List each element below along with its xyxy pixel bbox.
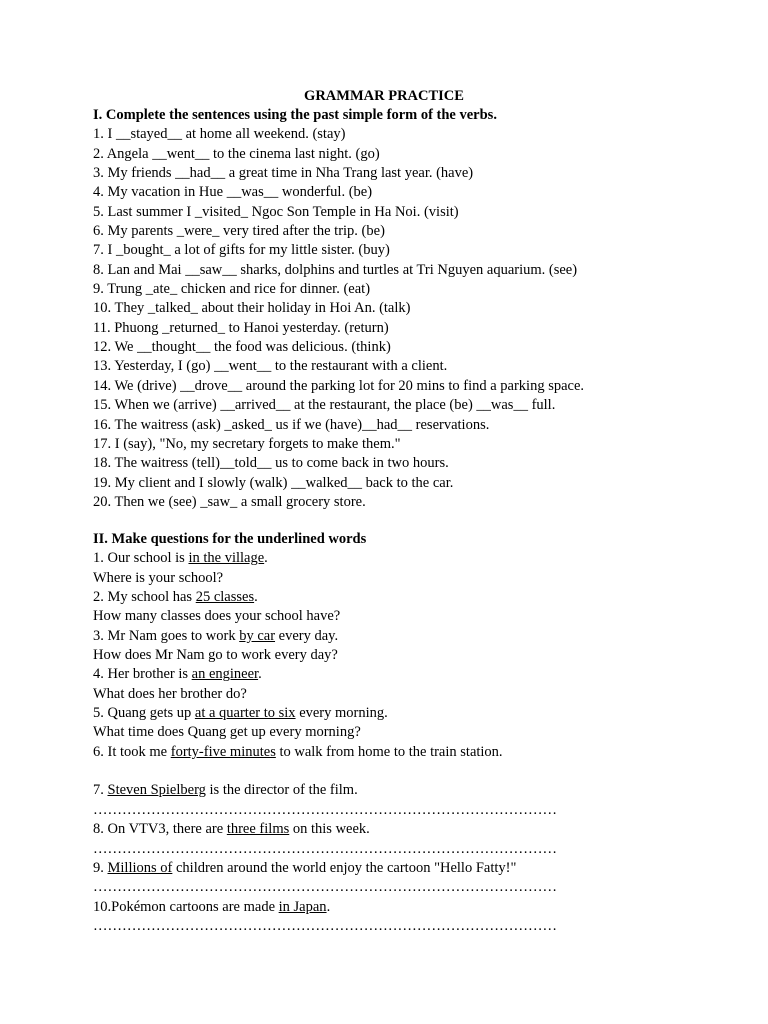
question-6: 6. It took me forty-five minutes to walk from home to the train station.	[93, 743, 503, 760]
answer-line: ……………………………………………………………………………………	[93, 879, 557, 896]
answer-line: ……………………………………………………………………………………	[93, 840, 557, 857]
underlined-phrase: at a quarter to six	[194, 705, 296, 722]
exercise-item: 2. Angela __went__ to the cinema last night. (go)	[93, 145, 380, 162]
answer-2: How many classes does your school have?	[93, 608, 341, 625]
underlined-phrase: by car	[239, 627, 276, 644]
underlined-phrase: 25 classes	[195, 589, 255, 606]
underlined-phrase: an engineer	[191, 666, 259, 683]
exercise-item: 9. Trung _ate_ chicken and rice for dinner. (eat)	[93, 281, 371, 298]
exercise-item: 17. I (say), "No, my secretary forgets to make them."	[93, 435, 401, 452]
page-title: GRAMMAR PRACTICE	[304, 88, 464, 104]
underlined-phrase: forty-five minutes	[170, 743, 276, 760]
answer-3: How does Mr Nam go to work every day?	[93, 647, 338, 664]
question-3: 3. Mr Nam goes to work by car every day.	[93, 627, 339, 644]
exercise-item: 13. Yesterday, I (go) __went__ to the restaurant with a client.	[93, 358, 448, 375]
exercise-item: 1. I __stayed__ at home all weekend. (stay)	[93, 126, 346, 143]
question-7: 7. Steven Spielberg is the director of the film.	[93, 782, 358, 799]
exercise-item: 7. I _bought_ a lot of gifts for my little sister. (buy)	[93, 242, 390, 259]
answer-line: ……………………………………………………………………………………	[93, 917, 557, 934]
question-9: 9. Millions of children around the world enjoy the cartoon "Hello Fatty!"	[93, 859, 517, 876]
section-1-heading: I. Complete the sentences using the past simple form of the verbs.	[93, 107, 497, 123]
answer-5: What time does Quang get up every morning?	[93, 724, 361, 741]
exercise-item: 20. Then we (see) _saw_ a small grocery store.	[93, 493, 366, 510]
underlined-phrase: in the village	[188, 550, 265, 567]
exercise-item: 18. The waitress (tell)__told__ us to come back in two hours.	[93, 455, 449, 472]
exercise-item: 11. Phuong _returned_ to Hanoi yesterday. (return)	[93, 319, 389, 336]
exercise-item: 15. When we (arrive) __arrived__ at the restaurant, the place (be) __was__ full.	[93, 397, 556, 414]
underlined-phrase: in Japan	[278, 898, 327, 915]
section-2-heading: II. Make questions for the underlined words	[93, 531, 367, 547]
exercise-item: 16. The waitress (ask) _asked_ us if we (have)__had__ reservations.	[93, 416, 490, 433]
underlined-phrase: three films	[226, 821, 290, 838]
question-5: 5. Quang gets up at a quarter to six every morning.	[93, 705, 388, 722]
exercise-item: 3. My friends __had__ a great time in Nha Trang last year. (have)	[93, 165, 474, 182]
question-8: 8. On VTV3, there are three films on this week.	[93, 821, 370, 838]
exercise-item: 19. My client and I slowly (walk) __walked__ back to the car.	[93, 474, 454, 491]
exercise-item: 6. My parents _were_ very tired after the trip. (be)	[93, 223, 385, 240]
answer-1: Where is your school?	[93, 569, 224, 586]
question-10: 10.Pokémon cartoons are made in Japan.	[93, 898, 331, 915]
question-1: 1. Our school is in the village.	[93, 550, 268, 567]
answer-4: What does her brother do?	[93, 685, 247, 702]
question-4: 4. Her brother is an engineer.	[93, 666, 262, 683]
exercise-item: 5. Last summer I _visited_ Ngoc Son Temple in Ha Noi. (visit)	[93, 203, 459, 220]
exercise-item: 8. Lan and Mai __saw__ sharks, dolphins and turtles at Tri Nguyen aquarium. (see)	[93, 261, 578, 278]
question-2: 2. My school has 25 classes.	[93, 589, 258, 606]
section-2	[93, 530, 733, 936]
exercise-item: 12. We __thought__ the food was delicious. (think)	[93, 339, 391, 356]
underlined-phrase: Millions of	[107, 859, 173, 876]
section-1	[93, 106, 733, 512]
exercise-item: 4. My vacation in Hue __was__ wonderful. (be)	[93, 184, 373, 201]
blank-line	[93, 762, 733, 781]
exercise-item: 10. They _talked_ about their holiday in Hoi An. (talk)	[93, 300, 411, 317]
answer-line: ……………………………………………………………………………………	[93, 801, 557, 818]
underlined-phrase: Steven Spielberg	[107, 782, 206, 799]
exercise-item: 14. We (drive) __drove__ around the parking lot for 20 mins to find a parking space.	[93, 377, 585, 394]
